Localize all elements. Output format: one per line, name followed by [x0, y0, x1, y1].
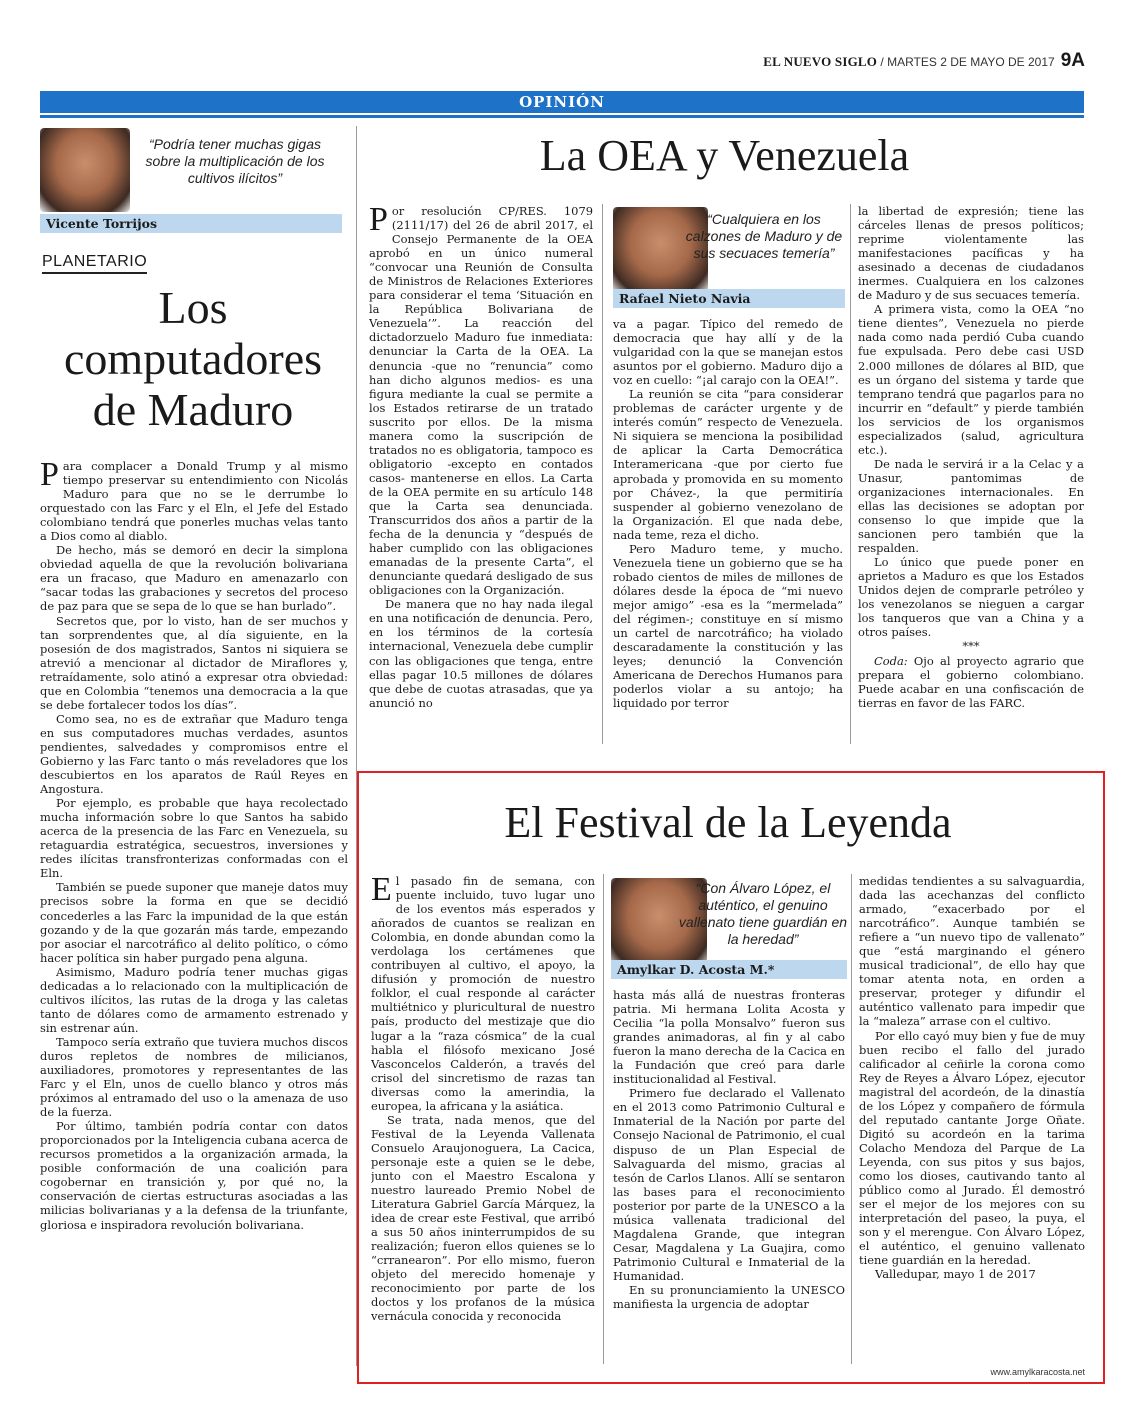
paragraph: hasta más allá de nuestras fronteras patria. Mi hermana Lolita Acosta y Cecilia “la polla Monsalvo” fueron sus grandes animadoras, al fin y al cabo fueron la mano derecha de la Cacica en la Fundación que creó para darle institucionalidad al Festival. [613, 988, 845, 1087]
section-label: OPINIÓN [519, 93, 605, 111]
author-photo [40, 128, 130, 212]
paragraph: El pasado fin de semana, con puente incluido, tuvo lugar uno de los eventos más esperados y añorados de cuantos se realizan en Colombia, en donde abundan como la verdolaga los certámenes que contribuyen al cultivo, el apoyo, la difusión y promoción de nuestro folklor, el cual responde al carácter multiétnico y pluricultural de nuestro país, producto del mestizaje que dio lugar a la “raza cósmica” de la cual habla el filósofo mexicano José Vasconcelos Calderón, a través del crisol del sincretismo de razas tan diversas como la amerindia, la europea, la africana y la asiática. [371, 874, 595, 1113]
festival-column-1 [371, 874, 595, 1364]
column-divider [850, 204, 851, 744]
oea-column-2 [613, 317, 843, 744]
paragraph: La reunión se cita “para considerar problemas de carácter urgente y de interés común” respecto de Venezuela. Ni siquiera se menciona la posibilidad de aplicar la Carta Democrática Interamericana -que por cierto fue aprobada y promovida en su momento por Chávez-, la que permitiría suspender al gobierno venezolano de la Organización. El que nada debe, nada teme, reza el dicho. [613, 387, 843, 542]
article-body-computadores [40, 459, 348, 1369]
oea-column-1 [369, 204, 593, 744]
festival-column-2 [613, 988, 845, 1364]
paragraph: Lo único que puede poner en aprietos a Maduro es que los Estados Unidos dejen de comprarle petróleo y los venezolanos se nieguen a cargar los tanqueros que van a China y a otros países. [858, 555, 1084, 640]
paragraph: En su pronunciamiento la UNESCO manifiesta la urgencia de adoptar [613, 1282, 845, 1312]
issue-date: / MARTES 2 DE MAYO DE 2017 [877, 55, 1055, 69]
drop-cap: E [371, 874, 392, 908]
author-box-nieto [613, 205, 845, 308]
newspaper-name: EL NUEVO SIGLO [763, 54, 878, 69]
paragraph: Secretos que, por lo visto, han de ser muchos y tan sorprendentes que, al día siguiente, en la posesión de dos magistrados, Santos ni siquiera se atrevió a mencionar al dictador de Miraflores y, retraídamente, solo atinó a expresar otra obviedad: que en Colombia “tenemos una democracia a la que se debe fortalecer todos los días”. [40, 613, 348, 712]
paragraph: Como sea, no es de extrañar que Maduro tenga en sus computadores muchas verdades, asuntos pendientes, salvedades y compromisos entre el Gobierno y las Farc tanto o más reveladores que los descubiertos en los aparatos de Raúl Reyes en Angostura. [40, 711, 348, 797]
paragraph: Pero Maduro teme, y mucho. Venezuela tiene un gobierno que se ha robado cientos de miles de millones de dólares desde la época de “mi nuevo mejor amigo” -esa es la “mermelada” del régimen-; constituye en sí mismo un cartel de narcotráfico; ha violado descaradamente la constitución y las leyes; denunció la Convención Americana de Derechos Humanos para poderlos violar a su antojo; ha liquidado por terror [613, 541, 843, 711]
drop-cap: P [369, 204, 388, 238]
paragraph: Asimismo, Maduro podría tener muchas gigas dedicadas a lo relacionado con la multiplicación de cultivos ilícitos, las rutas de la droga y las caletas tanto de dólares como de armamento estrenado y sin estrenar aún. [40, 964, 348, 1035]
paragraph: Por resolución CP/RES. 1079 (2111/17) del 26 de abril 2017, el Consejo Permanente de la OEA aprobó en un único numeral “convocar una Reunión de Consulta de Ministros de Relaciones Exteriores para considerar el tema ‘Situación en la República Bolivariana de Venezuela’”. La reacción del dictadorzuelo Maduro fue inmediata: denunciar la Carta de la OEA. La denuncia -que no “renuncia” como han dicho algunos medios- es una figura mediante la cual se permite a los Estados retirarse de un tratado suscrito por ellos. De la misma manera como la suscripción de tratados no es obligatoria, tampoco es obligatorio -excepto en contados casos- mantenerse en ellos. La Carta de la OEA permite en su artículo 148 que la Carta sea denunciada. Transcurridos dos años a partir de la fecha de la denuncia y “después de haber cumplido con las obligaciones emanadas de la presente Carta”, el denunciante quedará desligado de sus obligaciones con la Organización. [369, 204, 593, 598]
coda-label: Coda: [874, 653, 908, 668]
author-name: Rafael Nieto Navia [613, 289, 845, 308]
author-box-torrijos [40, 128, 342, 232]
author-box-acosta [611, 876, 847, 979]
paragraph: De hecho, más se demoró en decir la simplona obviedad aquella de que la revolución bolivariana era un fracaso, que Maduro en amenazarlo con “sacar todas las grabaciones y secretos del proceso de paz para que se sepa de lo que se han burlado”. [40, 543, 348, 614]
section-bar [40, 91, 1084, 113]
pull-quote: “Podría tener muchas gigas sobre la multiplicación de los cultivos ilícitos” [145, 136, 325, 186]
paragraph: Tampoco sería extraño que tuviera muchos discos duros repletos de nombres de milicianos, auxiliadores, promotores y representantes de las Farc y el Eln, unos de cuello blanco y otros más próximos al entramado del uso o la amenaza de uso de la fuerza. [40, 1034, 348, 1120]
paragraph: Primero fue declarado el Vallenato en el 2013 como Patrimonio Cultural e Inmaterial de la Nación por parte del Consejo Nacional de Patrimonio, el cual dispuso de un Plan Especial de Salvaguarda del mismo, gracias al tesón de Carlos Llanos. Allí se sentaron las bases para el reconocimiento posterior por parte de la UNESCO a la música vallenata tradicional del Magdalena Grande, que integran Cesar, Magdalena y La Guajira, como Patrimonio Cultural e Inmaterial de la Humanidad. [613, 1086, 845, 1283]
paragraph: Por último, también podría contar con datos proporcionados por la Inteligencia cubana acerca de recursos prometidos a la organización armada, la posible conformación de una coalición para cogobernar en transición y, por qué no, la conservación de ciertas estructuras asociadas a las milicias bolivarianas y a la defensa de la triunfante, gloriosa e inspiradora revolución bolivariana. [40, 1119, 348, 1232]
author-name: Amylkar D. Acosta M.* [611, 960, 847, 979]
paragraph: medidas tendientes a su salvaguardia, dada las acechanzas del conflicto armado, “exacerbado por el narcotráfico”. Aunque también se refiere a “un nuevo tipo de vallenato” que “está marginando el género musical tradicional”, de ello hay que tomar atenta nota, en orden a preservar, proteger y difundir el auténtico vallenato para impedir que la “maleza” arrase con el cultivo. [859, 874, 1085, 1029]
drop-cap: P [40, 459, 59, 493]
paragraph: También se puede suponer que maneje datos muy precisos sobre la forma en que se decidió concederles a las Farc la impunidad de la que están gozando y de la que gozarán más tarde, empezando por asociar el narcotráfico al delito político, o cómo hacer política sin haber purgado pena alguna. [40, 880, 348, 965]
paragraph: De nada le servirá ir a la Celac y a Unasur, pantomimas de organizaciones internacionales. En ellas las decisiones se adoptan por consenso lo que impide que la sancionen pero también que la respalden. [858, 456, 1084, 556]
paragraph: Se trata, nada menos, que del Festival de la Leyenda Vallenata Consuelo Araujonoguera, La Cacica, personaje este a quien se le debe, junto con el Maestro Escalona y nuestro laureado Premio Nobel de Literatura Gabriel García Márquez, la idea de crear este Festival, que arribó a sus 50 años ininterrumpidos de su realización; fueron ellos quienes se lo “crranearon”. Por ello mismo, fueron objeto del merecido homenaje y reconocimiento por parte de los doctos y los profanos de la música vernácula conocida y reconocida [371, 1112, 595, 1324]
column-kicker: PLANETARIO [42, 253, 147, 274]
oea-column-3 [858, 204, 1084, 744]
author-website[interactable]: www.amylkaracosta.net [990, 1367, 1085, 1377]
author-name: Vicente Torrijos [40, 214, 342, 233]
paragraph: la libertad de expresión; tiene las cárceles llenas de presos políticos; reprime violentamente las manifestaciones pacíficas y ha asesinado a decenas de ciudadanos inermes. Cualquiera en los calzones de Maduro y de sus secuaces temería. [858, 204, 1084, 303]
separator: *** [962, 639, 980, 654]
pull-quote: “Cualquiera en los calzones de Maduro y de sus secuaces temería” [685, 211, 843, 261]
paragraph: Por ejemplo, es probable que haya recolectado mucha información sobre lo que Santos ha sabido acerca de la presencia de las Farc en Venezuela, su retaguardia estratégica, secuestros, inversiones y redes ilícitas transfronterizas conformadas con el Eln. [40, 796, 348, 881]
paragraph: Para complacer a Donald Trump y al mismo tiempo preservar su entendimiento con Nicolás Maduro para que no se le derrumbe lo orquestado con las Farc y el Eln, el Jefe del Estado colombiano tendrá que ponerles muchas velas tanto a Dios como al diablo. [40, 459, 348, 544]
festival-column-3 [859, 874, 1085, 1362]
paragraph: De manera que no hay nada ilegal en una notificación de denuncia. Pero, en los términos de la cortesía internacional, Venezuela debe cumplir con las obligaciones que tenga, entre ellas pagar 10.5 millones de dólares que debe de cuotas atrasadas, que ya anunció no [369, 597, 593, 710]
headline-computadores: Los computadores de Maduro [63, 282, 323, 435]
headline-oea: La OEA y Venezuela [539, 131, 910, 180]
section-rule [40, 115, 1084, 118]
page-number: 9A [1060, 50, 1085, 71]
column-divider [602, 204, 603, 744]
dateline: Valledupar, mayo 1 de 2017 [875, 1267, 1036, 1282]
paragraph: va a pagar. Típico del remedo de democracia que hay allí y de la vulgaridad con la que se manejan estos asuntos por el gobierno. Maduro dijo a voz en cuello: “¡al carajo con la OEA!”. [613, 317, 843, 388]
headline-festival: El Festival de la Leyenda [504, 798, 952, 847]
paragraph: A primera vista, como la OEA “no tiene dientes”, Venezuela no pierde nada como nada perdió Cuba cuando fue expulsada. Pero debe casi USD 2.000 millones de dólares al BID, que es un órgano del sistema y tarde que temprano tendrá que pagarlos para no incurrir en “default” y pierde también los servicios de los organismos especializados (salud, agricultura etc.). [858, 302, 1084, 457]
paragraph: Por ello cayó muy bien y fue de muy buen recibo el fallo del jurado calificador al ceñirle la corona como Rey de Reyes a Álvaro López, ejecutor magistral del acordeón, de la dinastía de los López y compañero de fórmula del reputado cantante Jorge Oñate. Digitó su acordeón en la tarima Colacho Mendoza del Parque de La Leyenda, con sus pitos y sus bajos, como los dioses, cautivando tanto al público como al Jurado. Él demostró ser el mejor de los mejores con su interpretación del paseo, la puya, el son y el merengue. Con Álvaro López, el auténtico, el genuino vallenato tiene guardián en la heredad. [859, 1028, 1085, 1268]
coda-paragraph: Coda: Ojo al proyecto agrario que prepara el gobierno colombiano. Puede acabar en una confiscación de tierras en favor de las FARC. [858, 653, 1084, 710]
masthead [0, 50, 1085, 76]
pull-quote: “Con Álvaro López, el auténtico, el genuino vallenato tiene guardián en la heredad” [678, 880, 848, 947]
